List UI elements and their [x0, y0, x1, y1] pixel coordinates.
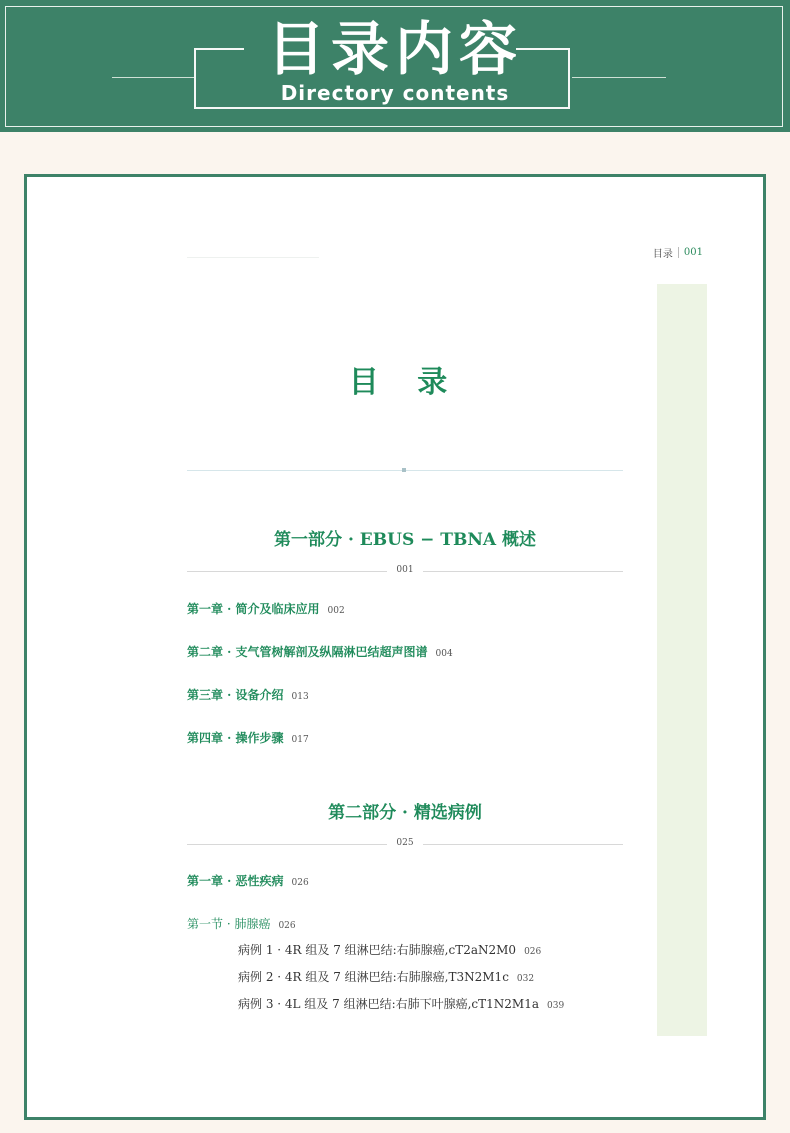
side-tint-bar [657, 284, 707, 1036]
toc-entry-chapter[interactable] [187, 686, 309, 703]
chapter-label: 第四章 · 操作步骤 [187, 731, 284, 745]
toc-entry-chapter[interactable] [187, 600, 345, 617]
toc-page [24, 174, 766, 1120]
toc-entry-case[interactable] [238, 995, 564, 1012]
case-page: 026 [524, 947, 542, 957]
title-divider-dot [402, 468, 406, 472]
toc-entry-chapter[interactable] [187, 872, 309, 889]
top-rule [187, 257, 319, 258]
running-head [653, 245, 703, 260]
running-head-page: 001 [683, 247, 703, 258]
running-head-separator [678, 247, 679, 258]
chapter-label: 第三章 · 设备介绍 [187, 688, 284, 702]
part-2-title: 第二部分 · 精选病例 [328, 803, 482, 823]
case-label: 病例 1 · 4R 组及 7 组淋巴结:右肺腺癌,cT2aN2M0 [238, 943, 517, 957]
chapter-label: 第二章 · 支气管树解剖及纵隔淋巴结超声图谱 [187, 645, 428, 659]
case-page: 039 [547, 1001, 565, 1011]
toc-entry-chapter[interactable] [187, 643, 453, 660]
toc-entry-case[interactable] [238, 968, 534, 985]
running-head-label: 目录 [652, 249, 673, 260]
chapter-page: 013 [291, 692, 309, 702]
section-label: 第一节 · 肺腺癌 [187, 917, 271, 931]
section-page: 026 [278, 921, 296, 931]
toc-title: 目 录 [348, 365, 462, 400]
header-banner [0, 0, 790, 132]
toc-entry-section[interactable] [187, 915, 296, 932]
case-page: 032 [516, 974, 535, 984]
toc-entry-case[interactable] [238, 941, 541, 958]
toc-entry-chapter[interactable] [187, 729, 309, 746]
part-1-page: 001 [396, 565, 414, 575]
chapter-page: 026 [291, 878, 309, 888]
chapter-page: 004 [435, 649, 453, 659]
part-1-title: 第一部分 · EBUS − TBNA 概述 [274, 530, 536, 550]
case-label: 病例 3 · 4L 组及 7 组淋巴结:右肺下叶腺癌,cT1N2M1a [238, 997, 540, 1011]
chapter-label: 第一章 · 简介及临床应用 [187, 602, 320, 616]
chapter-label: 第一章 · 恶性疾病 [187, 874, 284, 888]
banner-subtitle: Directory contents [280, 81, 510, 105]
chapter-page: 017 [291, 735, 309, 745]
chapter-page: 002 [327, 606, 345, 616]
case-label: 病例 2 · 4R 组及 7 组淋巴结:右肺腺癌,T3N2M1c [238, 970, 509, 984]
part-2-page: 025 [396, 838, 414, 848]
banner-title: 目录内容 [266, 15, 523, 83]
